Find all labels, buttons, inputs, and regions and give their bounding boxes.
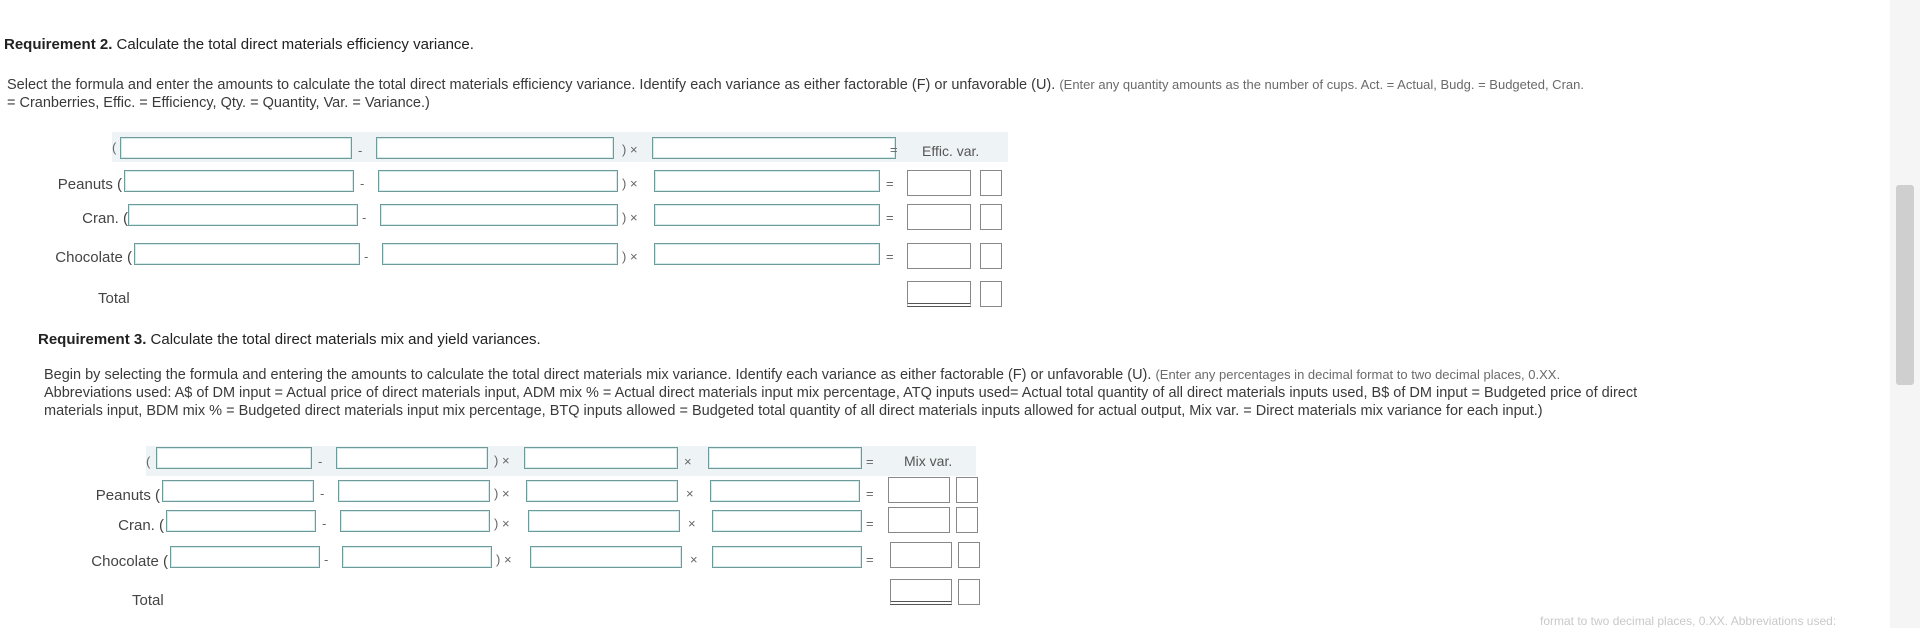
times-sign: × <box>686 486 694 501</box>
req2-title: Requirement 2. Calculate the total direct materials efficiency variance. <box>4 36 474 53</box>
req3-total-answer[interactable] <box>890 579 952 605</box>
req3-peanuts-input-1[interactable] <box>162 480 314 502</box>
req3-instructions: Begin by selecting the formula and entering the amounts to calculate the total direct materials mix variance. Identify each variance as either factorable (F) or unfavorable (U). (Enter any percentages in decimal format to two decimal places, 0.XX. Abbreviations used: A$ of DM input = Actual price of direct materials input, ADM mix % = Actual direct materials input mix percentage, ATQ inputs used= Actual total quantity of all direct materials inputs used, B$ of DM input = Budgeted price of direct materials input, BDM mix % = Budgeted direct materials input mix percentage, BTQ inputs allowed = Budgeted total quantity of all direct materials inputs allowed for actual output, Mix var. = Direct materials mix variance for each input.) <box>44 367 1638 419</box>
minus-sign: - <box>318 454 323 469</box>
req3-chocolate-input-1[interactable] <box>170 546 320 568</box>
minus-sign: - <box>360 176 365 191</box>
mix-var-header: Mix var. <box>904 453 953 469</box>
close-times: ) × <box>496 552 512 567</box>
equals-sign: = <box>886 176 894 191</box>
vertical-scrollbar[interactable] <box>1890 0 1920 628</box>
req2-peanuts-answer[interactable] <box>907 170 971 196</box>
minus-sign: - <box>364 249 369 264</box>
req3-chocolate-input-3[interactable] <box>530 546 682 568</box>
times-sign: × <box>690 552 698 567</box>
close-times: ) × <box>494 516 510 531</box>
equals-sign: = <box>866 552 874 567</box>
minus-sign: - <box>322 516 327 531</box>
open-paren: ( <box>146 454 151 469</box>
row-label-cran: Cran. ( <box>82 210 128 227</box>
equals-sign: = <box>886 210 894 225</box>
close-times: ) × <box>494 453 510 468</box>
row-label-chocolate: Chocolate ( <box>55 249 132 266</box>
req3-cran-answer[interactable] <box>888 507 950 533</box>
req2-chocolate-input-3[interactable] <box>654 243 880 265</box>
equals-sign: = <box>866 486 874 501</box>
row-label-chocolate: Chocolate ( <box>91 553 168 570</box>
req3-cran-input-1[interactable] <box>166 510 316 532</box>
minus-sign: - <box>320 486 325 501</box>
req2-header-input-1[interactable] <box>120 137 352 159</box>
minus-sign: - <box>324 552 329 567</box>
req2-chocolate-input-2[interactable] <box>382 243 618 265</box>
req2-chocolate-fu-select[interactable] <box>980 243 1002 269</box>
req2-peanuts-input-2[interactable] <box>378 170 618 192</box>
req3-chocolate-input-4[interactable] <box>712 546 862 568</box>
req3-header-input-4[interactable] <box>708 447 862 469</box>
bottom-overflow-text: format to two decimal places, 0.XX. Abbreviations used: <box>1540 614 1837 628</box>
req3-header-input-2[interactable] <box>336 447 488 469</box>
req3-peanuts-answer[interactable] <box>888 477 950 503</box>
times-sign: × <box>688 516 696 531</box>
row-label-peanuts: Peanuts ( <box>57 176 122 193</box>
close-times: ) × <box>494 486 510 501</box>
req3-peanuts-input-2[interactable] <box>338 480 490 502</box>
equals-sign: = <box>866 516 874 531</box>
req3-peanuts-input-4[interactable] <box>710 480 860 502</box>
req2-total-label: Total <box>98 290 130 307</box>
minus-sign: - <box>358 143 363 158</box>
req3-chocolate-answer[interactable] <box>890 542 952 568</box>
scrollbar-thumb[interactable] <box>1896 185 1914 385</box>
req2-instructions: Select the formula and enter the amounts to calculate the total direct materials efficiency variance. Identify each variance as either factorable (F) or unfavorable (U). (Enter any quantity amounts as the number of cups. Act. = Actual, Budg. = Budgeted, Cran. = Cranberries, Effic. = Efficiency, Qty. = Quantity, Var. = Variance.) <box>7 77 1584 111</box>
req3-peanuts-fu-select[interactable] <box>956 477 978 503</box>
req2-total-fu-select[interactable] <box>980 281 1002 307</box>
req3-chocolate-input-2[interactable] <box>342 546 492 568</box>
req2-header-input-3[interactable] <box>652 137 896 159</box>
req3-cran-fu-select[interactable] <box>956 507 978 533</box>
close-times: ) × <box>622 249 638 264</box>
req3-total-label: Total <box>132 592 164 609</box>
req2-total-answer[interactable] <box>907 281 971 307</box>
req2-peanuts-input-3[interactable] <box>654 170 880 192</box>
minus-sign: - <box>362 210 367 225</box>
effic-var-header: Effic. var. <box>922 143 980 159</box>
req2-peanuts-input-1[interactable] <box>124 170 354 192</box>
req2-chocolate-answer[interactable] <box>907 243 971 269</box>
req3-cran-input-4[interactable] <box>712 510 862 532</box>
req2-header-input-2[interactable] <box>376 137 614 159</box>
row-label-peanuts: Peanuts ( <box>95 487 160 504</box>
close-times: ) × <box>622 142 638 157</box>
equals-sign: = <box>866 454 874 469</box>
req3-header-input-3[interactable] <box>524 447 678 469</box>
close-times: ) × <box>622 176 638 191</box>
req2-cran-input-1[interactable] <box>128 204 358 226</box>
req2-cran-answer[interactable] <box>907 204 971 230</box>
req3-cran-input-2[interactable] <box>340 510 490 532</box>
req3-cran-input-3[interactable] <box>528 510 680 532</box>
req2-cran-input-3[interactable] <box>654 204 880 226</box>
req2-peanuts-fu-select[interactable] <box>980 170 1002 196</box>
equals-sign: = <box>886 249 894 264</box>
equals-sign: = <box>890 142 898 157</box>
close-times: ) × <box>622 210 638 225</box>
req3-peanuts-input-3[interactable] <box>526 480 678 502</box>
req2-cran-fu-select[interactable] <box>980 204 1002 230</box>
req3-chocolate-fu-select[interactable] <box>958 542 980 568</box>
row-label-cran: Cran. ( <box>118 517 164 534</box>
req3-header-input-1[interactable] <box>156 447 312 469</box>
req2-chocolate-input-1[interactable] <box>134 243 360 265</box>
times-sign: × <box>684 454 692 469</box>
req2-cran-input-2[interactable] <box>380 204 618 226</box>
open-paren: ( <box>112 140 117 155</box>
req3-title: Requirement 3. Calculate the total direct materials mix and yield variances. <box>38 331 541 348</box>
req3-total-fu-select[interactable] <box>958 579 980 605</box>
